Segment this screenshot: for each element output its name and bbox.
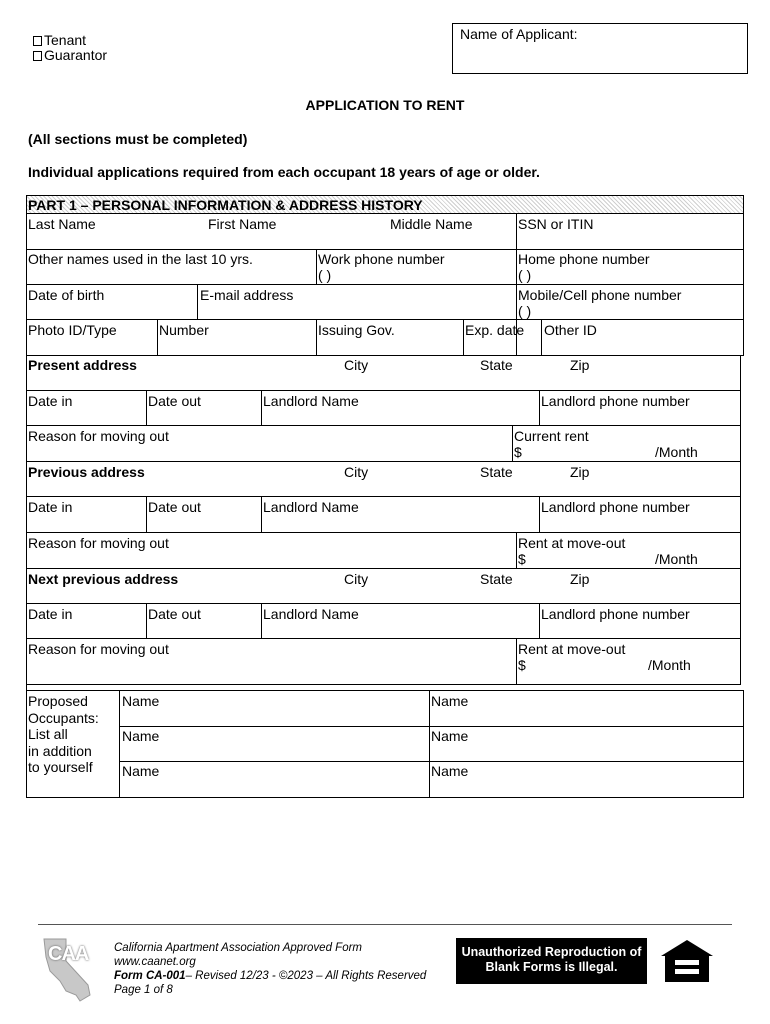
divider	[261, 603, 262, 638]
divider	[146, 603, 147, 638]
footer-form-info	[114, 969, 426, 983]
next-previous-reason-field[interactable]: Reason for moving out	[28, 641, 169, 657]
guarantor-checkbox-row[interactable]	[33, 47, 107, 63]
rule	[26, 638, 741, 639]
previous-date-out-field[interactable]: Date out	[148, 499, 201, 515]
occupants-label-line: Proposed	[28, 693, 88, 709]
present-city-label: City	[344, 357, 369, 373]
occupants-label-line: in addition	[28, 742, 92, 759]
form-right-border-top	[743, 195, 744, 355]
issuing-gov-field[interactable]: Issuing Gov.	[318, 322, 395, 338]
footer-association: California Apartment Association Approved Form	[114, 942, 362, 954]
current-rent-month: /Month	[655, 444, 698, 460]
previous-date-in-field[interactable]: Date in	[28, 499, 73, 515]
next-previous-city-label: City	[344, 571, 369, 587]
occupant-name-field[interactable]: Name	[122, 693, 160, 709]
divider	[197, 284, 198, 319]
divider	[516, 249, 517, 355]
work-phone-field[interactable]: Work phone number	[318, 251, 445, 267]
rule	[26, 603, 741, 604]
divider	[429, 690, 430, 798]
next-previous-rent-dollar: $	[518, 657, 526, 673]
rule	[119, 761, 744, 762]
present-address-field[interactable]: Present address	[28, 357, 137, 373]
notice-line: Unauthorized Reproduction of	[461, 945, 642, 959]
previous-city-label: City	[344, 464, 369, 480]
footer-website[interactable]: www.caanet.org	[114, 956, 196, 968]
rule	[26, 425, 741, 426]
previous-reason-field[interactable]: Reason for moving out	[28, 535, 169, 551]
occupants-label-line: Occupants:	[28, 709, 99, 726]
rule	[119, 726, 744, 727]
ssn-field[interactable]: SSN or ITIN	[518, 216, 594, 232]
divider	[146, 390, 147, 425]
previous-zip-label: Zip	[570, 464, 590, 480]
next-previous-state-label: State	[480, 571, 513, 587]
form-title: APPLICATION TO RENT	[305, 97, 465, 113]
previous-address-field[interactable]: Previous address	[28, 464, 145, 480]
divider	[316, 249, 317, 284]
divider	[516, 213, 517, 249]
guarantor-label: Guarantor	[44, 47, 108, 63]
home-phone-field[interactable]: Home phone number	[518, 251, 650, 267]
middle-name-field[interactable]: Middle Name	[390, 216, 473, 232]
occupant-name-field[interactable]: Name	[431, 693, 469, 709]
next-previous-rent-month: /Month	[648, 657, 691, 673]
tenant-checkbox[interactable]	[33, 36, 42, 46]
next-previous-landlord-name-field[interactable]: Landlord Name	[263, 606, 359, 622]
mobile-phone-field[interactable]: Mobile/Cell phone number	[518, 287, 682, 303]
rule	[26, 532, 741, 533]
rule	[26, 461, 741, 462]
rule	[26, 568, 741, 569]
present-zip-label: Zip	[570, 357, 590, 373]
exp-date-field[interactable]: Exp. date	[465, 322, 525, 338]
present-date-out-field[interactable]: Date out	[148, 393, 201, 409]
equal-housing-icon	[659, 938, 715, 984]
occupant-name-field[interactable]: Name	[122, 763, 160, 779]
divider	[541, 319, 542, 355]
id-number-field[interactable]: Number	[159, 322, 209, 338]
completion-note: (All sections must be completed)	[28, 131, 248, 147]
occupants-label-line: List all	[28, 726, 68, 742]
photo-id-field[interactable]: Photo ID/Type	[28, 322, 117, 338]
footer-rule	[38, 924, 732, 925]
other-id-field[interactable]: Other ID	[544, 322, 597, 338]
divider	[516, 532, 517, 568]
present-reason-field[interactable]: Reason for moving out	[28, 428, 169, 444]
divider	[261, 390, 262, 425]
logo-text: CAA	[48, 943, 89, 965]
divider	[463, 319, 464, 355]
occupants-label	[28, 693, 99, 776]
caa-logo	[40, 935, 98, 1005]
divider	[539, 603, 540, 638]
occupants-label-line: to yourself	[28, 759, 93, 775]
current-rent-field[interactable]: Current rent	[514, 428, 589, 444]
rule	[26, 284, 744, 285]
previous-landlord-name-field[interactable]: Landlord Name	[263, 499, 359, 515]
email-field[interactable]: E-mail address	[200, 287, 294, 303]
present-landlord-phone-field[interactable]: Landlord phone number	[541, 393, 690, 409]
home-phone-area-code: ( )	[518, 267, 532, 283]
divider	[261, 496, 262, 532]
rule	[26, 249, 744, 250]
next-previous-rent-field[interactable]: Rent at move-out	[518, 641, 626, 657]
divider	[146, 496, 147, 532]
next-previous-date-out-field[interactable]: Date out	[148, 606, 201, 622]
footer-revision: – Revised 12/23 - ©2023 – All Rights Reserved	[185, 970, 427, 982]
rule	[26, 684, 741, 685]
rule	[26, 213, 744, 214]
current-rent-dollar: $	[514, 444, 522, 460]
applicant-name-field[interactable]	[452, 23, 748, 74]
next-previous-landlord-phone-field[interactable]: Landlord phone number	[541, 606, 690, 622]
form-right-border-lower	[740, 355, 741, 685]
work-phone-area-code: ( )	[318, 267, 332, 283]
part1-heading: PART 1 – PERSONAL INFORMATION & ADDRESS HISTORY	[28, 197, 423, 213]
tenant-label: Tenant	[44, 32, 87, 48]
previous-rent-dollar: $	[518, 551, 526, 567]
rule	[26, 195, 744, 196]
occupant-name-field[interactable]: Name	[122, 728, 160, 744]
footer-form-number: Form CA-001	[114, 970, 186, 982]
divider	[316, 319, 317, 355]
present-date-in-field[interactable]: Date in	[28, 393, 73, 409]
applicant-name-label: Name of Applicant:	[460, 26, 578, 42]
previous-landlord-phone-field[interactable]: Landlord phone number	[541, 499, 690, 515]
reproduction-notice	[456, 938, 647, 984]
next-previous-zip-label: Zip	[570, 571, 590, 587]
footer-page-number: Page 1 of 8	[114, 984, 173, 996]
divider	[157, 319, 158, 355]
mobile-phone-area-code: ( )	[518, 303, 532, 319]
tenant-checkbox-row[interactable]	[33, 32, 86, 48]
footer-text	[114, 941, 426, 997]
last-name-field[interactable]: Last Name	[28, 216, 96, 232]
rule	[26, 319, 744, 320]
divider	[539, 390, 540, 425]
present-landlord-name-field[interactable]: Landlord Name	[263, 393, 359, 409]
occupant-note: Individual applications required from each occupant 18 years of age or older.	[28, 164, 540, 180]
divider	[512, 425, 513, 461]
next-previous-date-in-field[interactable]: Date in	[28, 606, 73, 622]
rule	[26, 390, 741, 391]
notice-line: Blank Forms is Illegal.	[485, 960, 618, 974]
rule	[26, 496, 741, 497]
dob-field[interactable]: Date of birth	[28, 287, 105, 303]
previous-rent-field[interactable]: Rent at move-out	[518, 535, 626, 551]
divider	[119, 690, 120, 798]
first-name-field[interactable]: First Name	[208, 216, 277, 232]
occupant-name-field[interactable]: Name	[431, 763, 469, 779]
occupant-name-field[interactable]: Name	[431, 728, 469, 744]
rule	[26, 355, 744, 356]
previous-state-label: State	[480, 464, 513, 480]
divider	[516, 638, 517, 684]
guarantor-checkbox[interactable]	[33, 51, 42, 61]
divider	[539, 496, 540, 532]
present-state-label: State	[480, 357, 513, 373]
previous-rent-month: /Month	[655, 551, 698, 567]
other-names-field[interactable]: Other names used in the last 10 yrs.	[28, 251, 253, 267]
next-previous-address-field[interactable]: Next previous address	[28, 571, 179, 587]
